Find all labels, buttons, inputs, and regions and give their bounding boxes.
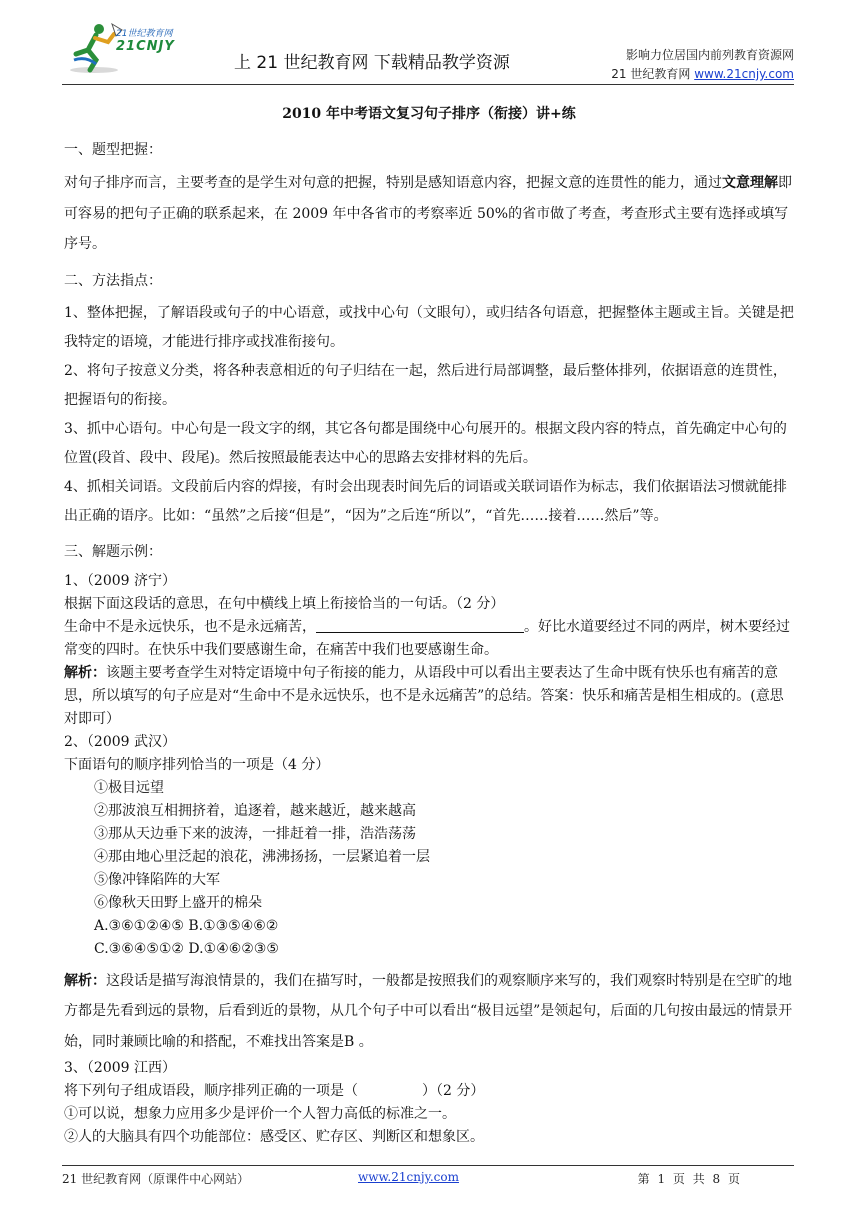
header-tagline: 影响力位居国内前列教育资源网 — [625, 48, 794, 62]
document-title: 2010 年中考语文复习句子排序（衔接）讲+练 — [282, 106, 576, 122]
example-3-heading: 3、（2009 江西） — [64, 1060, 176, 1076]
header-site-line — [611, 65, 794, 84]
example-1-blank — [316, 618, 524, 633]
example-3-sentence-1: ①可以说，想象力应用多少是评价一个人智力高低的标准之一。 — [64, 1106, 456, 1122]
example-1-text-a: 生命中不是永远快乐，也不是永远痛苦， — [64, 618, 316, 635]
section-heading-2: 二、方法指点： — [64, 272, 162, 289]
example-2-options-ab: A.③⑥①②④⑤ B.①③⑤④⑥② — [94, 917, 279, 934]
section-1-paragraph — [64, 168, 794, 260]
example-1-analysis — [64, 662, 794, 731]
example-2-analysis — [64, 966, 794, 1058]
example-2-item: ①极目远望 — [94, 779, 164, 796]
example-1-text — [64, 616, 794, 662]
method-4: 4、抓相关词语。文段前后内容的焊接，有时会出现表时间先后的词语或关联词语作为标志，我们依据语法习惯就能排出正确的语序。比如：“虽然”之后接“但是”，“因为”之后连“所以”，“首先……接着……然后”等。 — [64, 478, 787, 524]
logo-caption: 21世纪教育网 — [116, 29, 173, 39]
method-3: 3、抓中心语句。中心句是一段文字的纲，其它各句都是围绕中心句展开的。根据文段内容的特点，首先确定中心句的位置(段首、段中、段尾)。然后按照最能表达中心的思路去安排材料的先后。 — [64, 420, 787, 466]
method-1: 1、整体把握，了解语段或句子的中心语意，或找中心句（文眼句），或归结各句语意，把握整体主题或主旨。关键是把我特定的语境，才能进行排序或找准衔接句。 — [64, 304, 794, 350]
section-heading-3: 三、解题示例： — [64, 543, 162, 560]
page-header — [62, 20, 794, 82]
site-logo — [66, 20, 204, 78]
header-slogan: 上 21 世纪教育网 下载精品教学资源 — [234, 53, 510, 73]
page-number: 第 1 页 共 8 页 — [637, 1172, 740, 1186]
example-2-item: ②那波浪互相拥挤着，追逐着，越来越近，越来越高 — [94, 802, 416, 819]
example-1-heading: 1、（2009 济宁） — [64, 572, 176, 589]
example-1-text-b: 。好比水道要经过不同的两岸，树木要经过常变的四时。在快乐中我们要感谢生命，在痛苦中我们也要感谢生命。 — [64, 618, 790, 658]
section-1-bold-term: 文意理解 — [722, 175, 778, 191]
analysis-label: 解析： — [64, 664, 106, 681]
section-1-text-b: 即可容易的把句子正确的联系起来，在 2009 年中各省市的考察率近 50%的省市做了考查，考查形式主要有选择或填写序号。 — [64, 175, 792, 252]
logo-brand: 21CNJY — [116, 39, 175, 54]
example-2-analysis-text: 这段话是描写海浪情景的，我们在描写时，一般都是按照我们的观察顺序来写的，我们观察时特别是在空旷的地方都是先看到远的景物，后看到近的景物，从几个句子中可以看出“极目远望”是领起句，后面的几句按由最远的情景开始，同时兼顾比喻的和搭配，不难找出答案是B 。 — [64, 972, 793, 1050]
section-1-text-a: 对句子排序而言，主要考查的是学生对句意的把握，特别是感知语意内容，把握文意的连贯性的能力，通过 — [64, 175, 722, 191]
section-heading-1: 一、题型把握： — [64, 142, 162, 158]
example-3-question — [64, 1080, 794, 1103]
example-1-question: 根据下面这段话的意思，在句中横线上填上衔接恰当的一句话。（2 分） — [64, 595, 505, 612]
header-site-name: 21 世纪教育网 — [611, 67, 695, 81]
method-2: 2、将句子按意义分类，将各种表意相近的句子归结在一起，然后进行局部调整，最后整体排列，依据语意的连贯性，把握语句的衔接。 — [64, 362, 787, 408]
footer-site-name: 21 世纪教育网（原课件中心网站） — [62, 1172, 250, 1186]
page-footer — [62, 1170, 794, 1190]
example-2-options-cd: C.③⑥④⑤①② D.①④⑥②③⑤ — [94, 940, 279, 957]
header-site-link[interactable]: www.21cnjy.com — [694, 67, 794, 81]
analysis-label: 解析： — [64, 972, 106, 989]
example-2-item: ⑥像秋天田野上盛开的棉朵 — [94, 894, 262, 911]
example-3-question-a: 将下列句子组成语段，顺序排列正确的一项是（ — [64, 1083, 358, 1099]
example-2-question: 下面语句的顺序排列恰当的一项是（4 分） — [64, 756, 330, 773]
example-2-item: ③那从天边垂下来的波涛，一排赶着一排，浩浩荡荡 — [94, 825, 416, 842]
header-right-info — [611, 46, 794, 84]
document-body — [64, 100, 794, 1149]
example-3-sentence-2: ②人的大脑具有四个功能部位：感受区、贮存区、判断区和想象区。 — [64, 1129, 484, 1145]
footer-divider — [62, 1165, 794, 1166]
example-1-analysis-text: 该题主要考查学生对特定语境中句子衔接的能力，从语段中可以看出主要表达了生命中既有快乐也有痛苦的意思，所以填写的句子应是对“生命中不是永远快乐，也不是永远痛苦”的总结。答案：快乐和痛苦是相生相成的。(意思对即可） — [64, 664, 784, 727]
header-divider — [62, 84, 794, 85]
example-3-question-b: ）（2 分） — [422, 1083, 485, 1099]
example-2-heading: 2、（2009 武汉） — [64, 733, 176, 750]
example-2-item: ⑤像冲锋陷阵的大军 — [94, 871, 220, 888]
example-2-item: ④那由地心里泛起的浪花，沸沸扬扬，一层紧追着一层 — [94, 848, 430, 865]
footer-site-link[interactable]: www.21cnjy.com — [358, 1170, 459, 1184]
